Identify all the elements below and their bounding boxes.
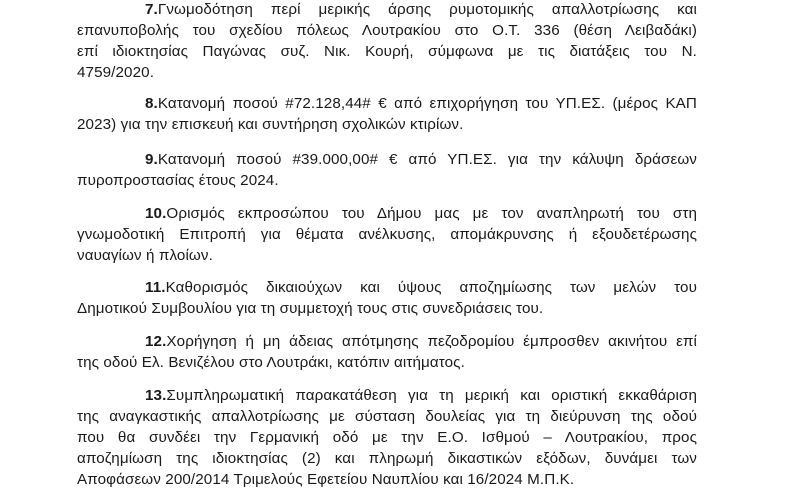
agenda-item-12 xyxy=(77,331,697,373)
agenda-item-line xyxy=(77,149,697,170)
agenda-item-text: της αναγκαστικής απαλλοτρίωσης με σύσταση δουλείας για τη διεύρυνση της οδού xyxy=(77,408,697,425)
agenda-item-text: Δημοτικού Συμβουλίου για τη συμμετοχή τους στις συνεδριάσεις του. xyxy=(77,300,544,317)
agenda-item-number: 13. xyxy=(145,387,167,404)
agenda-item-text: Γνωμοδότηση περί μερικής άρσης ρυμοτομικής απαλλοτρίωσης και xyxy=(157,1,697,18)
agenda-item-text: Ορισμός εκπροσώπου του Δήμου μας με τον αναπληρωτή του στη xyxy=(166,205,697,222)
agenda-item-line xyxy=(77,331,697,352)
agenda-item-text: γνωμοδοτική Επιτροπή για θέματα ανέλκυσης, απομάκρυνσης ή εξουδετέρωσης xyxy=(77,226,697,243)
agenda-item-number: 9. xyxy=(145,151,158,168)
agenda-item-8 xyxy=(77,93,697,135)
agenda-item-number: 11. xyxy=(145,279,166,296)
agenda-item-text: 4759/2020. xyxy=(77,64,155,81)
agenda-item-text: πυροπροστασίας έτους 2024. xyxy=(77,172,279,189)
agenda-item-line xyxy=(77,203,697,224)
agenda-item-number: 8. xyxy=(145,95,158,112)
agenda-item-text: ναυαγίων ή πλοίων. xyxy=(77,247,213,264)
agenda-item-text: αποζημίωση της ιδιοκτησίας (2) και πληρωμή δικαστικών εξόδων, δυνάμει των xyxy=(77,450,697,467)
agenda-item-text: επανυποβολής του σχεδίου πόλεως Λουτρακίου στο Ο.Τ. 336 (θέση Λειβαδάκι) xyxy=(77,22,697,39)
agenda-item-9 xyxy=(77,149,697,191)
agenda-item-line xyxy=(77,0,697,20)
agenda-item-text: που θα συνδέει την Γερμανική οδό με την Ε.Ο. Ισθμού – Λουτρακίου, προς xyxy=(77,429,697,446)
agenda-item-13 xyxy=(77,385,697,490)
agenda-item-number: 10. xyxy=(145,205,167,222)
agenda-item-number: 12. xyxy=(145,333,167,350)
agenda-item-line xyxy=(77,277,697,298)
agenda-item-text: Καθορισμός δικαιούχων και ύψους αποζημίωσης των μελών του xyxy=(165,279,697,296)
agenda-item-text: 2023) για την επισκευή και συντήρηση σχολικών κτιρίων. xyxy=(77,116,464,133)
agenda-item-10 xyxy=(77,203,697,266)
agenda-item-text: Αποφάσεων 200/2014 Τριμελούς Εφετείου Ναυπλίου και 16/2024 Μ.Π.Κ. xyxy=(77,471,575,488)
agenda-item-text: Συμπληρωματική παρακατάθεση για τη μερική και οριστική εκκαθάριση xyxy=(166,387,697,404)
agenda-item-11 xyxy=(77,277,697,319)
agenda-item-number: 7. xyxy=(145,1,158,18)
agenda-item-line xyxy=(77,93,697,114)
agenda-item-line xyxy=(77,385,697,406)
agenda-item-text: Χορήγηση ή μη άδειας απότμησης πεζοδρομίου έμπροσθεν ακινήτου επί xyxy=(166,333,697,350)
agenda-item-text: επί ιδιοκτησίας Παγώνας συζ. Νικ. Κουρή, σύμφωνα με τις διατάξεις του Ν. xyxy=(77,43,697,60)
agenda-item-7 xyxy=(77,0,697,83)
agenda-item-text: της οδού Ελ. Βενιζέλου στο Λουτράκι, κατόπιν αιτήματος. xyxy=(77,354,465,371)
agenda-item-text: Κατανομή ποσού #39.000,00# € από ΥΠ.ΕΣ. για την κάλυψη δράσεων xyxy=(157,151,697,168)
agenda-item-text: Κατανομή ποσού #72.128,44# € από επιχορήγηση του ΥΠ.ΕΣ. (μέρος ΚΑΠ xyxy=(157,95,697,112)
